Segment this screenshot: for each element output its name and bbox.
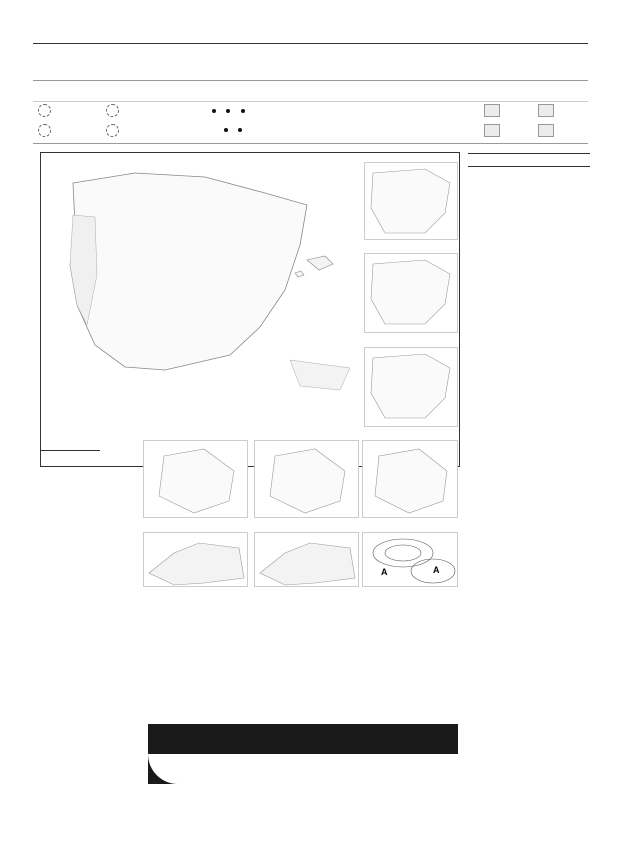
temperatures-title: [468, 152, 590, 154]
sunset-icon: [484, 124, 500, 137]
minimap-sabado: [364, 253, 458, 333]
europe-map-today: [143, 532, 248, 587]
regional-forecasts: [40, 450, 100, 790]
page-header: [33, 30, 588, 44]
reservoir-chart: [296, 600, 456, 700]
foreign-title: [468, 166, 590, 168]
europe-map-tomorrow: [254, 532, 359, 587]
svg-text:A: A: [381, 567, 388, 577]
svg-text:A: A: [433, 565, 440, 575]
ad-white-area: [148, 754, 458, 784]
minimap-viernes: [364, 162, 458, 240]
minimap-domingo: [364, 347, 458, 427]
temp-col-groups: [520, 157, 590, 162]
forecast-summary-1: [206, 108, 248, 114]
temperatures-panel: [468, 152, 590, 792]
first-quarter-icon: [38, 124, 51, 137]
spain-map: [45, 155, 355, 400]
full-moon-icon: [106, 104, 119, 117]
last-quarter-icon: [106, 124, 119, 137]
foreign-col-groups: [520, 169, 590, 174]
moonset-icon: [538, 124, 554, 137]
new-moon-icon: [38, 104, 51, 117]
moonrise-icon: [538, 104, 554, 117]
region-map-jueves: [143, 440, 248, 518]
band-bottom-rule: [33, 143, 588, 144]
band-divider: [33, 101, 588, 102]
region-map-sabado: [362, 440, 458, 518]
top-rule: [33, 80, 588, 81]
isobar-map: [362, 532, 458, 587]
forecast-summary-2: [218, 127, 245, 133]
renfe-advertisement[interactable]: [148, 724, 458, 792]
sunrise-icon: [484, 104, 500, 117]
region-map-viernes: [254, 440, 359, 518]
